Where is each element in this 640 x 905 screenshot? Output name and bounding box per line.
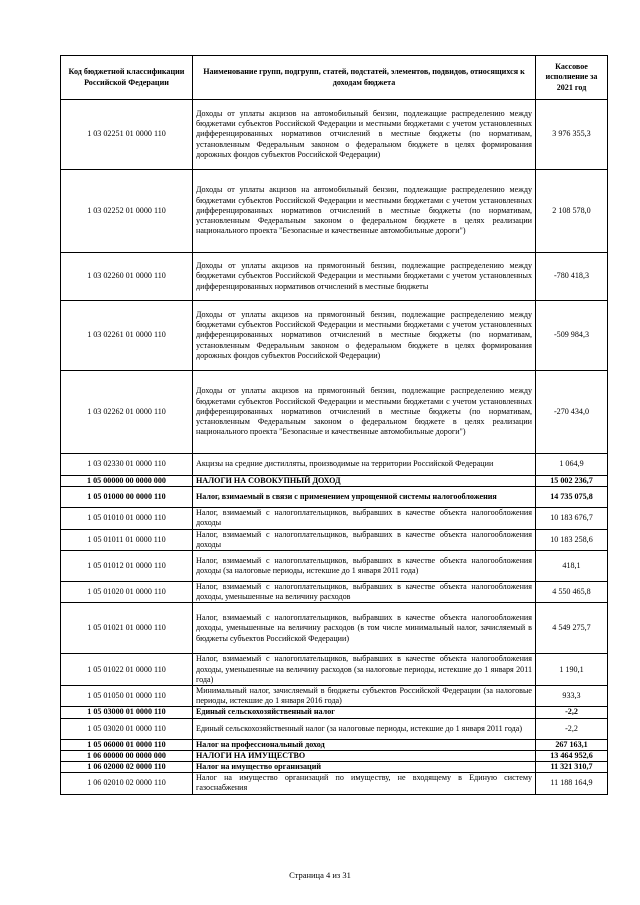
row-amount: 11 188 164,9 [536, 773, 608, 794]
table-row [61, 707, 608, 718]
row-name: Налог, взимаемый с налогоплательщиков, выбравших в качестве объекта налогообложения доходы [193, 508, 536, 529]
row-amount: 4 550 465,8 [536, 582, 608, 603]
row-code: 1 05 03020 01 0000 110 [61, 718, 193, 739]
table-row [61, 762, 608, 773]
row-amount: 4 549 275,7 [536, 603, 608, 654]
row-name: Налог, взимаемый с налогоплательщиков, выбравших в качестве объекта налогообложения доходы [193, 529, 536, 550]
table-row [61, 718, 608, 739]
row-amount: 2 108 578,0 [536, 170, 608, 253]
row-code: 1 05 01022 01 0000 110 [61, 654, 193, 686]
row-code: 1 03 02330 01 0000 110 [61, 454, 193, 476]
row-name: Налог, взимаемый с налогоплательщиков, выбравших в качестве объекта налогообложения доходы, уменьшенные на величину расходов [193, 582, 536, 603]
row-name: Доходы от уплаты акцизов на автомобильный бензин, подлежащие распределению между бюджетами субъектов Российской Федерации и местными бюджетами с учетом установленных дифференцированных нормативов отчислений в местные бюджеты (по нормативам, установленным Федеральным законом о федеральном бюджете в целях реализации национального проекта "Безопасные и качественные автомобильные дороги") [193, 170, 536, 253]
table-row [61, 170, 608, 253]
row-amount: -780 418,3 [536, 253, 608, 301]
table-row [61, 603, 608, 654]
table-row [61, 100, 608, 170]
table-row [61, 582, 608, 603]
row-amount: -270 434,0 [536, 371, 608, 454]
row-amount: 1 064,9 [536, 454, 608, 476]
table-row [61, 371, 608, 454]
row-code: 1 03 02262 01 0000 110 [61, 371, 193, 454]
row-name: Доходы от уплаты акцизов на прямогонный бензин, подлежащие распределению между бюджетами субъектов Российской Федерации и местными бюджетами с учетом установленных дифференцированных нормативов отчислений в местные бюджеты (по нормативам, установленным Федеральным законом о федеральном бюджете в целях реализации национального проекта "Безопасные и качественные автомобильные дороги") [193, 371, 536, 454]
row-name: НАЛОГИ НА СОВОКУПНЫЙ ДОХОД [193, 476, 536, 487]
row-code: 1 03 02260 01 0000 110 [61, 253, 193, 301]
table-row [61, 487, 608, 508]
row-amount: 13 464 952,6 [536, 750, 608, 761]
row-code: 1 03 02252 01 0000 110 [61, 170, 193, 253]
row-name: Единый сельскохозяйственный налог [193, 707, 536, 718]
table-row [61, 454, 608, 476]
page-number: Страница 4 из 31 [289, 870, 351, 880]
table-row [61, 551, 608, 582]
row-amount: -2,2 [536, 718, 608, 739]
row-amount: -2,2 [536, 707, 608, 718]
table-body [61, 100, 608, 795]
row-amount: 1 190,1 [536, 654, 608, 686]
row-code: 1 05 03000 01 0000 110 [61, 707, 193, 718]
row-name: Налог на имущество организаций по имуществу, не входящему в Единую систему газоснабжения [193, 773, 536, 794]
row-amount: 267 163,1 [536, 739, 608, 750]
row-name: Налог, взимаемый в связи с применением упрощенной системы налогообложения [193, 487, 536, 508]
row-amount: 15 002 236,7 [536, 476, 608, 487]
revenue-table [60, 55, 608, 795]
row-amount: 10 183 676,7 [536, 508, 608, 529]
row-amount: 933,3 [536, 686, 608, 707]
row-name: НАЛОГИ НА ИМУЩЕСТВО [193, 750, 536, 761]
table-row [61, 476, 608, 487]
row-code: 1 05 01050 01 0000 110 [61, 686, 193, 707]
header-amount: Кассовое исполнение за 2021 год [536, 56, 608, 100]
row-amount: 3 976 355,3 [536, 100, 608, 170]
row-code: 1 03 02261 01 0000 110 [61, 301, 193, 371]
row-code: 1 05 01012 01 0000 110 [61, 551, 193, 582]
row-name: Доходы от уплаты акцизов на прямогонный бензин, подлежащие распределению между бюджетами субъектов Российской Федерации и местными бюджетами с учетом установленных дифференцированных нормативов отчислений в местные бюджеты (по нормативам, установленным Федеральным законом о федеральном бюджете в целях формирования дорожных фондов субъектов Российской Федерации) [193, 301, 536, 371]
table-row [61, 750, 608, 761]
table-header-row [61, 56, 608, 100]
row-name: Налог на профессиональный доход [193, 739, 536, 750]
table-row [61, 253, 608, 301]
table-row [61, 301, 608, 371]
document-page [60, 55, 607, 795]
row-code: 1 06 02000 02 0000 110 [61, 762, 193, 773]
row-amount: 14 735 075,8 [536, 487, 608, 508]
row-amount: -509 984,3 [536, 301, 608, 371]
row-code: 1 05 01000 00 0000 110 [61, 487, 193, 508]
row-name: Налог, взимаемый с налогоплательщиков, выбравших в качестве объекта налогообложения доходы, уменьшенные на величину расходов (в том числе минимальный налог, зачисляемый в бюджеты субъектов Российской Федерации) [193, 603, 536, 654]
row-name: Доходы от уплаты акцизов на прямогонный бензин, подлежащие распределению между бюджетами субъектов Российской Федерации и местными бюджетами с учетом установленных дифференцированных нормативов отчислений в местные бюджеты [193, 253, 536, 301]
row-name: Налог на имущество организаций [193, 762, 536, 773]
row-amount: 11 321 310,7 [536, 762, 608, 773]
row-amount: 418,1 [536, 551, 608, 582]
row-code: 1 05 01021 01 0000 110 [61, 603, 193, 654]
row-code: 1 05 00000 00 0000 000 [61, 476, 193, 487]
table-row [61, 508, 608, 529]
row-code: 1 06 00000 00 0000 000 [61, 750, 193, 761]
table-row [61, 686, 608, 707]
row-name: Акцизы на средние дистилляты, производимые на территории Российской Федерации [193, 454, 536, 476]
row-code: 1 03 02251 01 0000 110 [61, 100, 193, 170]
row-code: 1 05 01010 01 0000 110 [61, 508, 193, 529]
row-name: Доходы от уплаты акцизов на автомобильный бензин, подлежащие распределению между бюджетами субъектов Российской Федерации и местными бюджетами с учетом установленных дифференцированных нормативов отчислений в местные бюджеты (по нормативам, установленным Федеральным законом о федеральном бюджете в целях формирования дорожных фондов субъектов Российской Федерации) [193, 100, 536, 170]
table-row [61, 529, 608, 550]
row-name: Налог, взимаемый с налогоплательщиков, выбравших в качестве объекта налогообложения доходы (за налоговые периоды, истекшие до 1 января 2011 года) [193, 551, 536, 582]
row-code: 1 05 01020 01 0000 110 [61, 582, 193, 603]
row-amount: 10 183 258,6 [536, 529, 608, 550]
row-code: 1 06 02010 02 0000 110 [61, 773, 193, 794]
header-name: Наименование групп, подгрупп, статей, подстатей, элементов, подвидов, относящихся к доходам бюджета [193, 56, 536, 100]
row-code: 1 05 06000 01 0000 110 [61, 739, 193, 750]
table-row [61, 773, 608, 794]
row-code: 1 05 01011 01 0000 110 [61, 529, 193, 550]
row-name: Налог, взимаемый с налогоплательщиков, выбравших в качестве объекта налогообложения доходы, уменьшенные на величину расходов (за налоговые периоды, истекшие до 1 января 2011 года) [193, 654, 536, 686]
row-name: Минимальный налог, зачисляемый в бюджеты субъектов Российской Федерации (за налоговые периоды, истекшие до 1 января 2016 года) [193, 686, 536, 707]
table-row [61, 739, 608, 750]
row-name: Единый сельскохозяйственный налог (за налоговые периоды, истекшие до 1 января 2011 года) [193, 718, 536, 739]
table-row [61, 654, 608, 686]
header-code: Код бюджетной классификации Российской Федерации [61, 56, 193, 100]
